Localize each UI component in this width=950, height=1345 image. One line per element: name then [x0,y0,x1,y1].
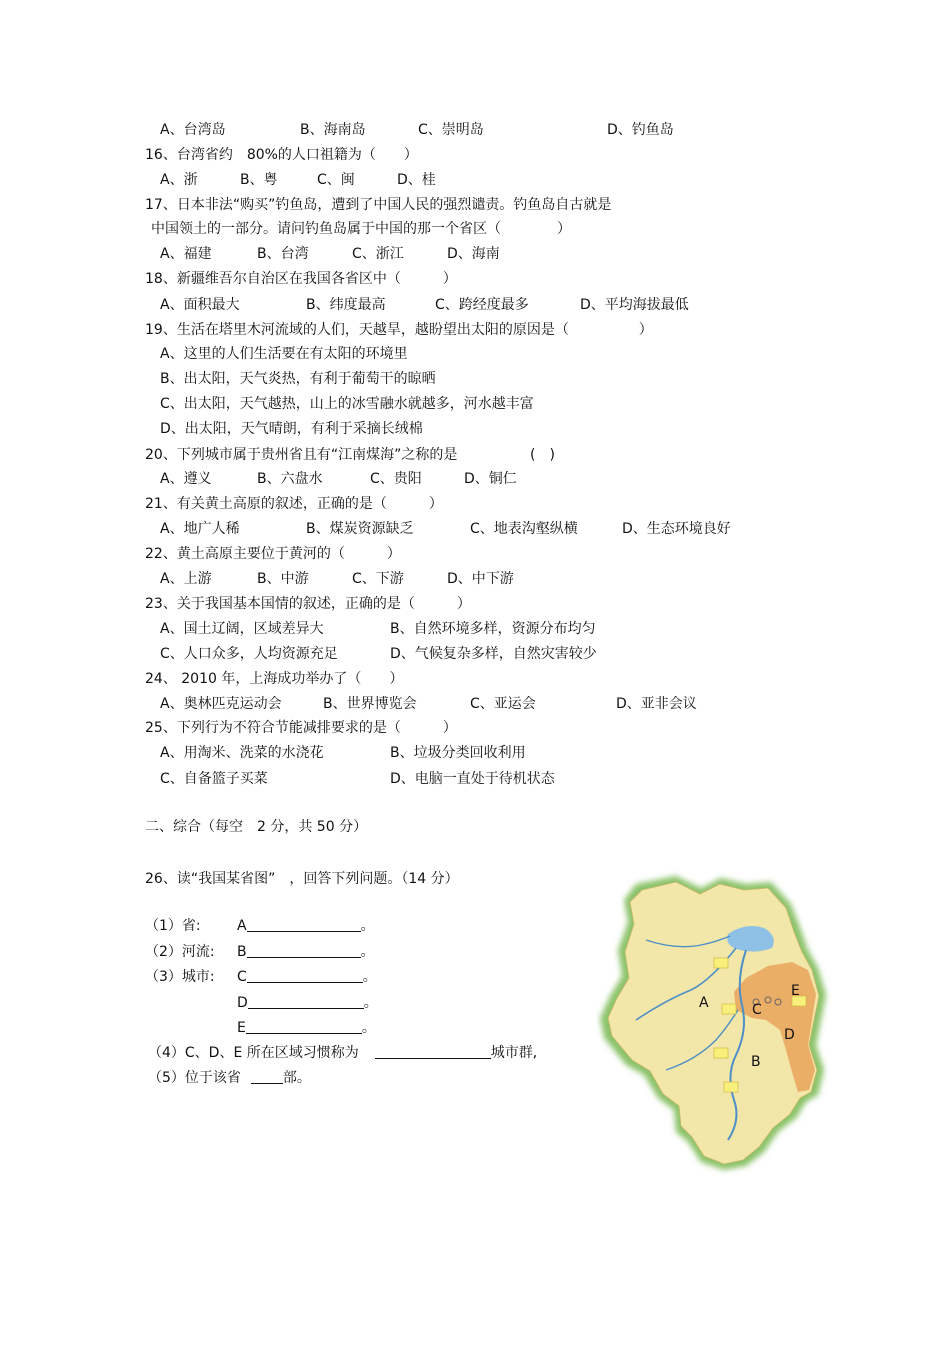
q26-item2-end: 。 [360,944,375,960]
q15-option-b[interactable]: B、海南岛 [300,122,366,138]
q20-stem: 20、下列城市属于贵州省且有“江南煤海”之称的是 [145,447,458,463]
q26-item1-label: （1）省: [145,918,201,934]
q15-option-c[interactable]: C、崇明岛 [418,122,484,138]
map-label-a: A [699,995,709,1011]
province-map [596,870,836,1175]
q19-stem: 19、生活在塔里木河流域的人们，天越旱，越盼望出太阳的原因是（ ） [145,322,653,338]
q22-stem: 22、黄土高原主要位于黄河的（ ） [145,546,401,562]
q23-option-a[interactable]: A、国土辽阔，区域差异大 [160,621,324,637]
q18-option-d[interactable]: D、平均海拔最低 [580,297,689,313]
q15-option-d[interactable]: D、钓鱼岛 [607,122,674,138]
q16-option-c[interactable]: C、闽 [317,172,355,188]
q23-option-c[interactable]: C、人口众多，人均资源充足 [160,646,338,662]
q26-item1-blank[interactable] [247,917,361,932]
q21-option-c[interactable]: C、地表沟壑纵横 [470,521,578,537]
q26-item5 [148,1069,311,1087]
q19-option-d[interactable]: D、出太阳，天气晴朗，有利于采摘长绒棉 [160,421,423,437]
q26-item3-label: （3）城市: [145,969,215,985]
q26-item4 [148,1044,537,1062]
q20-option-c[interactable]: C、贵阳 [370,471,422,487]
q26-item4-blank[interactable] [375,1044,491,1059]
map-label-d: D [784,1027,795,1043]
q19-option-a[interactable]: A、这里的人们生活要在有太阳的环境里 [160,346,408,362]
q22-option-d[interactable]: D、中下游 [447,571,514,587]
q16-option-b[interactable]: B、粤 [240,172,278,188]
q21-stem: 21、有关黄土高原的叙述，正确的是（ ） [145,496,443,512]
q25-option-c[interactable]: C、自备篮子买菜 [160,771,268,787]
q16-option-a[interactable]: A、浙 [160,172,198,188]
city-marker-c [722,1004,736,1014]
q26-item1-letter: A [237,918,247,934]
q20-option-d[interactable]: D、铜仁 [464,471,517,487]
map-label-b: B [751,1054,761,1070]
q21-option-b[interactable]: B、煤炭资源缺乏 [306,521,414,537]
city-marker-3 [724,1082,738,1092]
q22-option-b[interactable]: B、中游 [257,571,309,587]
q19-option-c[interactable]: C、出太阳，天气越热，山上的冰雪融水就越多，河水越丰富 [160,396,534,412]
q15-option-a[interactable]: A、台湾岛 [160,122,226,138]
q26-item2-answer [237,943,375,961]
q25-option-a[interactable]: A、用淘米、洗菜的水浇花 [160,745,324,761]
section2-heading: 二、综合（每空 2 分，共 50 分） [145,819,368,835]
city-marker-1 [714,958,728,968]
q24-stem: 24、 2010 年，上海成功举办了（ ） [145,671,404,687]
city-marker-2 [714,1048,728,1058]
q17-option-a[interactable]: A、福建 [160,246,212,262]
q22-option-a[interactable]: A、上游 [160,571,212,587]
q23-option-d[interactable]: D、气候复杂多样，自然灾害较少 [390,646,597,662]
q18-option-c[interactable]: C、跨经度最多 [435,297,529,313]
q18-stem: 18、新疆维吾尔自治区在我国各省区中（ ） [145,271,457,287]
q26-item2-label: （2）河流: [145,944,215,960]
q17-stem-line2: 中国领土的一部分。请问钓鱼岛属于中国的那一个省区（ ） [151,221,571,237]
q20-paren: ( ) [530,447,555,463]
q26-item2-letter: B [237,944,247,960]
q24-option-d[interactable]: D、亚非会议 [616,696,697,712]
q18-option-a[interactable]: A、面积最大 [160,297,240,313]
q25-stem: 25、下列行为不符合节能减排要求的是（ ） [145,720,457,736]
q26-item3d-blank[interactable] [248,994,364,1009]
q26-item3e-letter: E [237,1020,246,1036]
q17-option-c[interactable]: C、浙江 [352,246,404,262]
q26-item1-answer [237,917,375,935]
q25-option-d[interactable]: D、电脑一直处于待机状态 [390,771,555,787]
q26-item3-blank[interactable] [247,968,363,983]
q26-item5-blank[interactable] [251,1069,283,1084]
q26-item3e-blank[interactable] [246,1019,362,1034]
q16-option-d[interactable]: D、桂 [397,172,436,188]
q26-stem: 26、读“我国某省图” ，回答下列问题。（14 分） [145,871,459,887]
q16-stem: 16、台湾省约 80%的人口祖籍为（ ） [145,147,418,163]
q26-item3d-answer [237,994,378,1012]
q26-item2-blank[interactable] [247,943,361,958]
q19-option-b[interactable]: B、出太阳，天气炎热，有利于葡萄干的晾晒 [160,371,436,387]
q22-option-c[interactable]: C、下游 [352,571,404,587]
q26-item3-end: 。 [362,969,377,985]
province-map-svg [596,870,836,1175]
q21-option-d[interactable]: D、生态环境良好 [622,521,731,537]
q23-option-b[interactable]: B、自然环境多样，资源分布均匀 [390,621,596,637]
q17-option-b[interactable]: B、台湾 [257,246,309,262]
map-label-e: E [791,983,800,999]
q23-stem: 23、关于我国基本国情的叙述，正确的是（ ） [145,596,471,612]
q26-item4-suffix: 城市群, [490,1045,538,1061]
map-label-c: C [752,1002,762,1018]
q24-option-b[interactable]: B、世界博览会 [323,696,417,712]
q20-option-a[interactable]: A、遵义 [160,471,212,487]
q26-item4-text: （4）C、D、E 所在区域习惯称为 [148,1045,359,1061]
q26-item5-text: （5）位于该省 [148,1070,241,1086]
q26-item3e-answer [237,1019,376,1037]
q26-item3d-letter: D [237,995,248,1011]
q26-item3-letter: C [237,969,247,985]
q26-item3e-end: 。 [361,1020,376,1036]
q17-stem-line1: 17、日本非法“购买”钓鱼岛，遭到了中国人民的强烈谴责。钓鱼岛自古就是 [145,197,612,213]
q21-option-a[interactable]: A、地广人稀 [160,521,240,537]
q24-option-c[interactable]: C、亚运会 [470,696,536,712]
q26-item5-suffix: 部。 [282,1070,311,1086]
q26-item3d-end: 。 [363,995,378,1011]
q18-option-b[interactable]: B、纬度最高 [306,297,386,313]
q25-option-b[interactable]: B、垃圾分类回收利用 [390,745,526,761]
q20-option-b[interactable]: B、六盘水 [257,471,323,487]
q24-option-a[interactable]: A、奥林匹克运动会 [160,696,282,712]
q26-item3-answer [237,968,377,986]
q17-option-d[interactable]: D、海南 [447,246,500,262]
q26-item1-end: 。 [360,918,375,934]
